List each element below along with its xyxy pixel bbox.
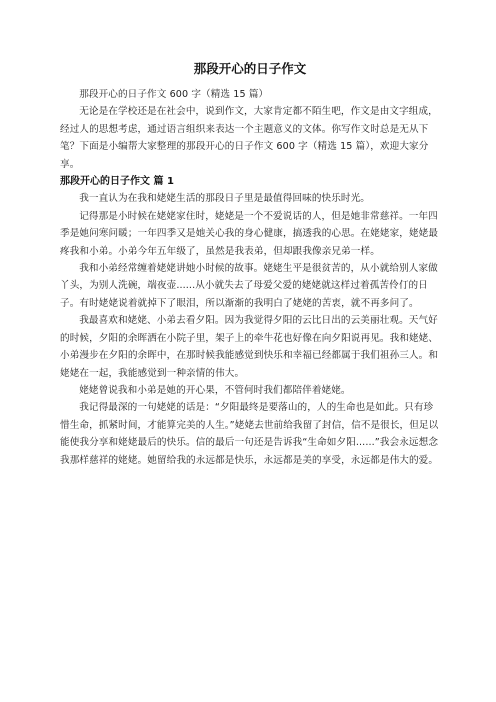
body-paragraph-5: 姥姥曾说我和小弟是她的开心果，不管何时我们都陪伴着姥姥。 (79, 384, 351, 396)
section-heading: 那段开心的日子作文 篇 1 (60, 176, 174, 188)
intro-paragraph: 无论是在学校还是在社会中，说到作文，大家肯定都不陌生吧，作文是由文字组成，经过人的思想考虑，通过语言组织来表达一个主题意义的文体。你写作文时总是无从下笔？下面是小编帮大家整理的那段开心的日子作文 600 字（精选 15 篇），欢迎大家分享。 (60, 106, 438, 170)
body-paragraph-1: 我一直认为在我和姥姥生活的那段日子里是最值得回味的快乐时光。 (79, 193, 370, 205)
body-paragraph-6: 我记得最深的一句姥姥的话是：“夕阳最终是要落山的，人的生命也是如此。只有珍惜生命，抓紧时间，才能算完美的人生。”姥姥去世前给我留了封信，信不是很长，但足以能使我分享和姥姥最后的快乐。信的最后一句还是告诉我“生命如夕阳......”我会永远想念我那样慈祥的姥姥。她留给我的永远都是快乐，永远都是美的享受，永远都是伟大的爱。 (60, 402, 439, 466)
document-page (60, 60, 440, 469)
body-paragraph-4: 我最喜欢和姥姥、小弟去看夕阳。因为我觉得夕阳的云比日出的云美丽壮观。天气好的时候，夕阳的余晖洒在小院子里，架子上的牵牛花也好像在向夕阳说再见。我和姥姥、小弟漫步在夕阳的余晖中，在那时候我能感觉到快乐和幸福已经都属于我们祖孙三人。和姥姥在一起，我能感觉到一种亲情的伟大。 (60, 315, 439, 379)
document-title: 那段开心的日子作文 (193, 61, 307, 76)
intro-title-line: 那段开心的日子作文 600 字（精选 15 篇） (79, 89, 269, 100)
body-paragraph-3: 我和小弟经常缠着姥姥讲她小时候的故事。姥姥生平是很贫苦的，从小就给别人家做丫头，为别人洗碗，端夜壶......从小就失去了母爱父爱的姥姥就这样过着孤苦伶仃的日子。有时姥姥说着就掉下了眼泪，所以渐渐的我明白了姥姥的苦衷，就不再多问了。 (60, 263, 438, 309)
body-paragraph-2: 记得那是小时候在姥姥家住时，姥姥是一个不爱说话的人，但是她非常慈祥。一年四季是她问寒问暖；一年四季又是她关心我的身心健康，搞透我的心思。在姥姥家，姥姥最疼我和小弟。小弟今年五年级了，虽然是我表弟，但却跟我像亲兄弟一样。 (60, 210, 439, 257)
